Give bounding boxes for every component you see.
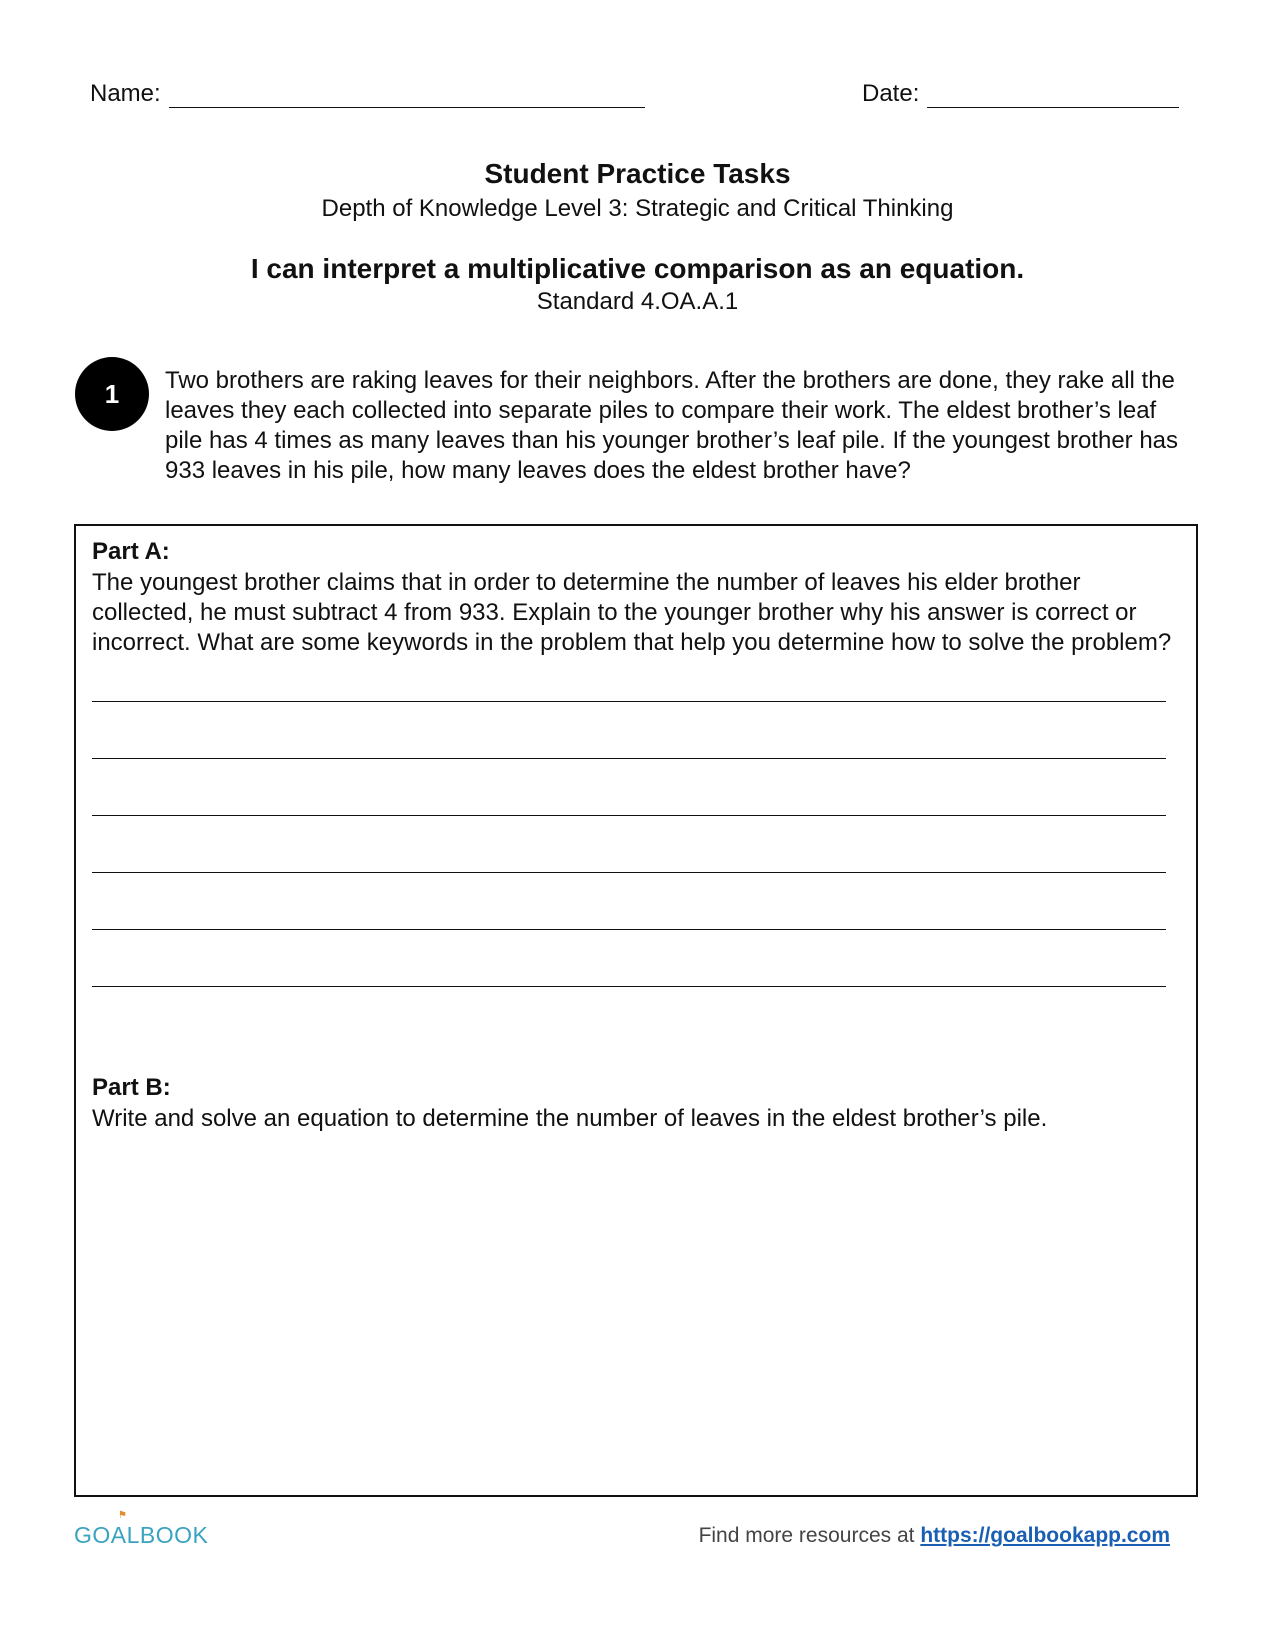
- answer-line[interactable]: [92, 929, 1166, 930]
- goalbook-logo: [74, 1510, 209, 1549]
- logo-text: GOALBOOK: [74, 1522, 209, 1548]
- answer-line[interactable]: [92, 701, 1166, 702]
- name-label: Name:: [90, 80, 161, 107]
- answer-line[interactable]: [92, 815, 1166, 816]
- answer-line[interactable]: [92, 872, 1166, 873]
- part-a-text: The youngest brother claims that in order to determine the number of leaves his elder brother collected, he must subtract 4 from 933. Explain to the younger brother why his answer is correct or incorrect. What are some keywords in the problem that help you determine how to solve the problem?: [92, 569, 1172, 656]
- page-title: Student Practice Tasks: [484, 158, 791, 189]
- date-field: [862, 80, 1179, 108]
- answer-line[interactable]: [92, 986, 1166, 987]
- part-b-text: Write and solve an equation to determine the number of leaves in the eldest brother’s pile.: [92, 1105, 1048, 1132]
- part-b-label: Part B:: [92, 1074, 171, 1101]
- logo-flag-icon: ⚑: [118, 1510, 128, 1521]
- footer-resources: [699, 1524, 1170, 1548]
- standard-code: Standard 4.OA.A.1: [536, 288, 739, 315]
- date-input-line[interactable]: [927, 81, 1179, 108]
- date-label: Date:: [862, 80, 920, 107]
- name-input-line[interactable]: [169, 81, 645, 108]
- goalbook-link[interactable]: https://goalbookapp.com: [920, 1524, 1170, 1547]
- question-number-badge: 1: [75, 357, 149, 431]
- page-subtitle: Depth of Knowledge Level 3: Strategic and Critical Thinking: [321, 195, 954, 222]
- answer-box: [74, 524, 1198, 1497]
- question-text: Two brothers are raking leaves for their neighbors. After the brothers are done, they rake all the leaves they each collected into separate piles to compare their work. The eldest brother’s leaf pile has 4 times as many leaves than his younger brother’s leaf pile. If the youngest brother has 933 leaves in his pile, how many leaves does the eldest brother have?: [165, 367, 1179, 484]
- footer-text: Find more resources at: [698, 1524, 915, 1547]
- part-a-label: Part A:: [92, 538, 170, 565]
- answer-line[interactable]: [92, 758, 1166, 759]
- learning-objective: I can interpret a multiplicative comparison as an equation.: [250, 253, 1025, 284]
- name-field: [90, 80, 645, 108]
